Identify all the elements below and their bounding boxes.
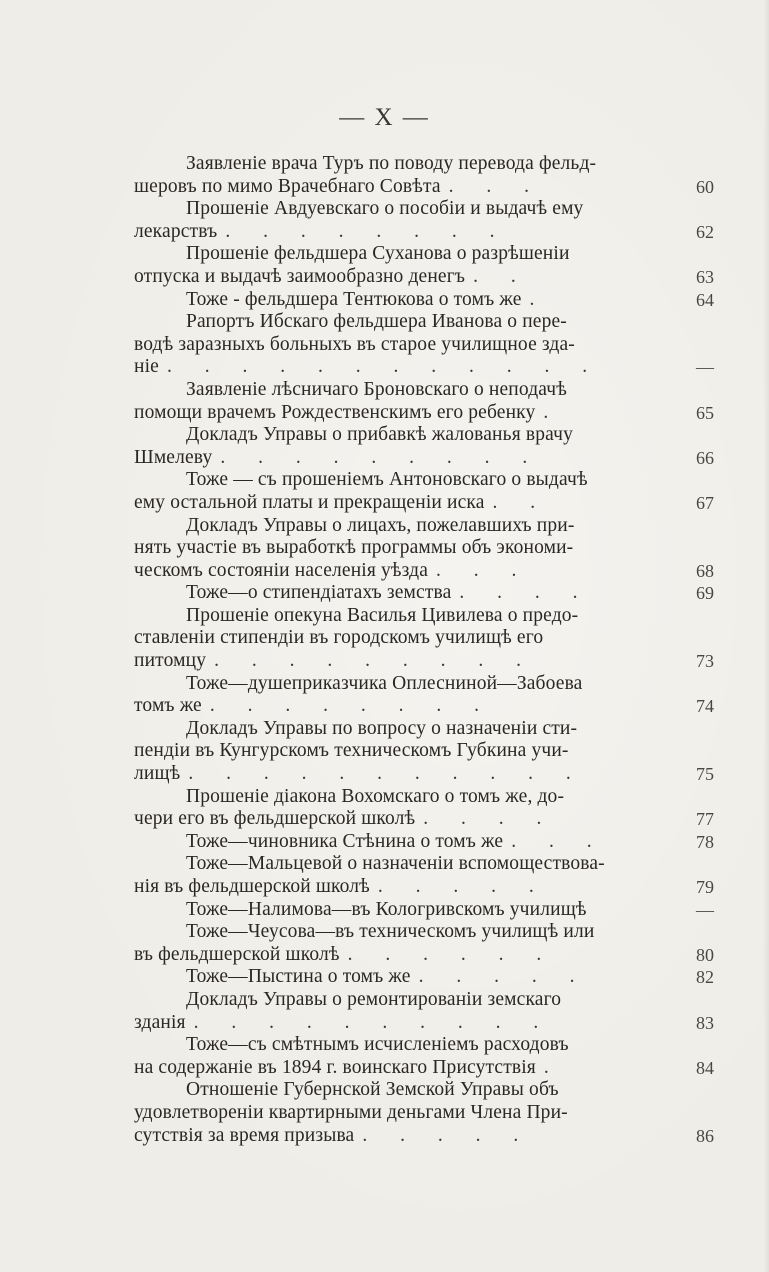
toc-entry-line xyxy=(134,492,714,515)
toc-entry-text: лищѣ xyxy=(134,763,181,785)
leader-dots: . . . xyxy=(436,559,531,581)
page-number: 83 xyxy=(696,1012,714,1033)
page-number: 63 xyxy=(696,266,714,287)
toc-entry-line xyxy=(134,469,714,492)
toc-entry-line xyxy=(134,515,714,538)
toc-entry-line xyxy=(134,944,714,967)
toc-entry-line xyxy=(134,1079,714,1102)
leader-dots: . . xyxy=(492,491,550,513)
toc-entry-line xyxy=(134,899,714,922)
toc-entry-line xyxy=(134,695,714,718)
toc-entry-text: въ фельдшерской школѣ xyxy=(134,943,340,965)
leader-dots: . . . . . . . . . xyxy=(214,650,535,672)
toc-entry-line xyxy=(134,966,714,989)
toc-entry-line xyxy=(134,221,714,244)
page-number: — xyxy=(696,899,714,920)
toc-entry-line xyxy=(134,673,714,696)
leader-dots: . . . . . . . . . . . . xyxy=(166,356,602,378)
toc-entry-line xyxy=(134,740,714,763)
toc-entry-text: томъ же xyxy=(134,695,202,717)
toc-entry-text: Тоже—о стипендіатахъ земства xyxy=(186,582,452,604)
toc-entry-text: лекарствъ xyxy=(134,220,218,242)
toc-entry-text: Докладъ Управы о ремонтированіи земскаго xyxy=(186,988,562,1010)
toc-entry-text: удовлетвореніи квартирными деньгами Члена При- xyxy=(134,1101,568,1123)
page-number: 60 xyxy=(696,176,714,197)
toc-entry-text: Шмелеву xyxy=(134,446,213,468)
leader-dots: . . . . . . . . . xyxy=(220,446,542,468)
toc-entry-line xyxy=(134,289,714,312)
toc-entry-line xyxy=(134,1034,714,1057)
toc-entry-line xyxy=(134,763,714,786)
toc-entry xyxy=(134,673,714,718)
toc-entry-line xyxy=(134,989,714,1012)
leader-dots: . . . . . . . . . . . xyxy=(188,763,585,785)
toc-entry-text: ніе xyxy=(134,356,159,378)
toc-entry-line xyxy=(134,718,714,741)
toc-entry-line xyxy=(134,786,714,809)
toc-entry-line xyxy=(134,1057,714,1080)
toc-entry xyxy=(134,605,714,673)
toc-entry-line xyxy=(134,876,714,899)
toc-entry-text: Рапортъ Ибскаго фельдшера Иванова о пере- xyxy=(186,311,567,333)
toc-entry-line xyxy=(134,311,714,334)
toc-entry-text: сутствія за время призыва xyxy=(134,1124,355,1146)
toc-entry-text: ческомъ состояніи населенія уѣзда xyxy=(134,559,429,581)
toc-entry xyxy=(134,153,714,198)
toc-entry-text: помощи врачемъ Рождественскимъ его ребенку xyxy=(134,401,536,423)
toc-entry-line xyxy=(134,560,714,583)
toc-entry-text: шеровъ по мимо Врачебнаго Совѣта xyxy=(134,175,441,197)
toc-entry xyxy=(134,921,714,966)
toc-entry xyxy=(134,989,714,1034)
toc-entry xyxy=(134,424,714,469)
toc-entry-text: Тоже—Налимова—въ Кологривскомъ училищѣ xyxy=(186,898,587,920)
leader-dots: . . . . xyxy=(459,582,592,604)
toc-entry-line xyxy=(134,334,714,357)
toc-entry-text: Прошеніе діакона Вохомскаго о томъ же, до- xyxy=(186,785,565,807)
page-number: 78 xyxy=(696,831,714,852)
toc-entry-text: Заявленіе врача Туръ по поводу перевода фельд- xyxy=(186,153,597,174)
toc-entry-text: Докладъ Управы о прибавкѣ жалованья врачу xyxy=(186,424,573,446)
toc-entry-line xyxy=(134,831,714,854)
page-number: — xyxy=(696,357,714,378)
toc-entry-line xyxy=(134,266,714,289)
toc-entry-text: Заявленіе лѣсничаго Броновскаго о неподачѣ xyxy=(186,378,567,400)
toc-entry-line xyxy=(134,243,714,266)
toc-entry-line xyxy=(134,379,714,402)
leader-dots: . . . . xyxy=(423,808,556,830)
page-number: 69 xyxy=(696,583,714,604)
toc-entry-line xyxy=(134,1125,714,1148)
page-number: 73 xyxy=(696,651,714,672)
toc-entry-text: Тоже—Пыстина о томъ же xyxy=(186,966,411,988)
toc-entry-line xyxy=(134,537,714,560)
toc-entry-line xyxy=(134,447,714,470)
page-number: 75 xyxy=(696,764,714,785)
page-number: 74 xyxy=(696,696,714,717)
leader-dots: . . . . . . . . xyxy=(225,220,509,242)
toc-entry-line xyxy=(134,176,714,199)
page-number: 62 xyxy=(696,221,714,242)
leader-dots: . . . . . . . . . . xyxy=(193,1011,553,1033)
toc-entry xyxy=(134,198,714,243)
toc-entry-text: Тоже—съ смѣтнымъ исчисленіемъ расходовъ xyxy=(186,1034,569,1056)
toc-entry xyxy=(134,966,714,989)
toc-entry-text: Прошеніе опекуна Василья Цивилева о предо- xyxy=(186,604,579,626)
toc-entry-text: Тоже—Мальцевой о назначеніи вспомоществова- xyxy=(186,853,605,875)
toc-entry-line xyxy=(134,402,714,425)
page-number: 65 xyxy=(696,402,714,423)
page-number: 84 xyxy=(696,1057,714,1078)
table-of-contents xyxy=(134,153,714,1147)
page-number: 86 xyxy=(696,1125,714,1146)
page-number: 80 xyxy=(696,944,714,965)
toc-entry-text: Отношеніе Губернской Земской Управы объ xyxy=(186,1079,559,1101)
toc-entry-line xyxy=(134,582,714,605)
toc-entry xyxy=(134,899,714,922)
toc-entry xyxy=(134,831,714,854)
toc-entry xyxy=(134,1079,714,1147)
toc-entry-line xyxy=(134,650,714,673)
toc-entry-text: чери его въ фельдшерской школѣ xyxy=(134,808,416,830)
toc-entry-text: Тоже — съ прошеніемъ Антоновскаго о выдачѣ xyxy=(186,469,588,491)
toc-entry xyxy=(134,289,714,312)
toc-entry-text: отпуска и выдачѣ заимообразно денегъ xyxy=(134,265,466,287)
toc-entry-text: Тоже - фельдшера Тентюкова о томъ же xyxy=(186,288,522,310)
page-number: 64 xyxy=(696,289,714,310)
toc-entry-text: Тоже—душеприказчика Оплесниной—Забоева xyxy=(186,672,583,694)
toc-entry xyxy=(134,1034,714,1079)
toc-entry-line xyxy=(134,605,714,628)
toc-entry xyxy=(134,379,714,424)
toc-entry xyxy=(134,515,714,583)
toc-entry-text: Прошеніе фельдшера Суханова о разрѣшеніи xyxy=(186,243,570,265)
toc-entry-text: Прошеніе Авдуевскаго о пособіи и выдачѣ ему xyxy=(186,198,584,220)
leader-dots: . . . . . . xyxy=(347,943,556,965)
page-number: 68 xyxy=(696,560,714,581)
toc-entry-text: нія въ фельдшерской школѣ xyxy=(134,876,370,897)
toc-entry-text: ставленіи стипендіи въ городскомъ училищѣ его xyxy=(134,627,544,649)
page-number: 82 xyxy=(696,967,714,988)
toc-entry xyxy=(134,469,714,514)
leader-dots: . xyxy=(543,1056,563,1078)
leader-dots: . . xyxy=(473,265,530,287)
toc-entry-text: Докладъ Управы по вопросу о назначеніи сти- xyxy=(186,717,578,739)
page-number: 77 xyxy=(696,809,714,830)
leader-dots: . . . . . xyxy=(362,1124,533,1146)
toc-entry-text: Докладъ Управы о лицахъ, пожелавшихъ при- xyxy=(186,514,575,536)
toc-entry-text: зданія xyxy=(134,1011,186,1033)
toc-entry-line xyxy=(134,627,714,650)
toc-entry-line xyxy=(134,853,714,876)
toc-entry-line xyxy=(134,808,714,831)
leader-dots: . . . . . . . . xyxy=(209,695,493,717)
toc-entry xyxy=(134,718,714,786)
leader-dots: . xyxy=(529,288,549,310)
toc-entry-text: ему остальной платы и прекращеніи иска xyxy=(134,491,485,513)
page-header-roman-numeral: — X — xyxy=(339,104,430,131)
toc-entry-line xyxy=(134,356,714,379)
toc-entry xyxy=(134,582,714,605)
toc-entry-line xyxy=(134,1012,714,1035)
toc-entry-text: на содержаніе въ 1894 г. воинскаго Присутствія xyxy=(134,1056,536,1078)
toc-entry-line xyxy=(134,153,714,176)
toc-entry xyxy=(134,853,714,898)
leader-dots: . xyxy=(543,401,563,423)
page-edge-shadow xyxy=(763,0,769,1272)
toc-entry xyxy=(134,786,714,831)
page-number: 66 xyxy=(696,447,714,468)
page-number: 79 xyxy=(696,877,714,897)
toc-entry-text: нять участіе въ выработкѣ программы объ экономи- xyxy=(134,537,574,559)
page-number: 67 xyxy=(696,492,714,513)
leader-dots: . . . . . xyxy=(377,876,548,897)
toc-entry-line xyxy=(134,198,714,221)
toc-entry xyxy=(134,243,714,288)
toc-entry-line xyxy=(134,424,714,447)
leader-dots: . . . . . xyxy=(418,966,589,988)
toc-entry-text: водѣ заразныхъ больныхъ въ старое училищное зда- xyxy=(134,333,575,355)
toc-entry-line xyxy=(134,921,714,944)
toc-entry-text: питомцу xyxy=(134,650,207,672)
leader-dots: . . . xyxy=(448,175,544,197)
toc-entry-line xyxy=(134,1102,714,1125)
toc-entry-text: пендіи въ Кунгурскомъ техническомъ Губкина учи- xyxy=(134,740,569,762)
toc-entry-text: Тоже—Чеусова—въ техническомъ училищѣ или xyxy=(186,921,595,943)
toc-entry xyxy=(134,311,714,379)
toc-entry-text: Тоже—чиновника Стѣнина о томъ же xyxy=(186,830,504,852)
leader-dots: . . . xyxy=(511,830,606,852)
